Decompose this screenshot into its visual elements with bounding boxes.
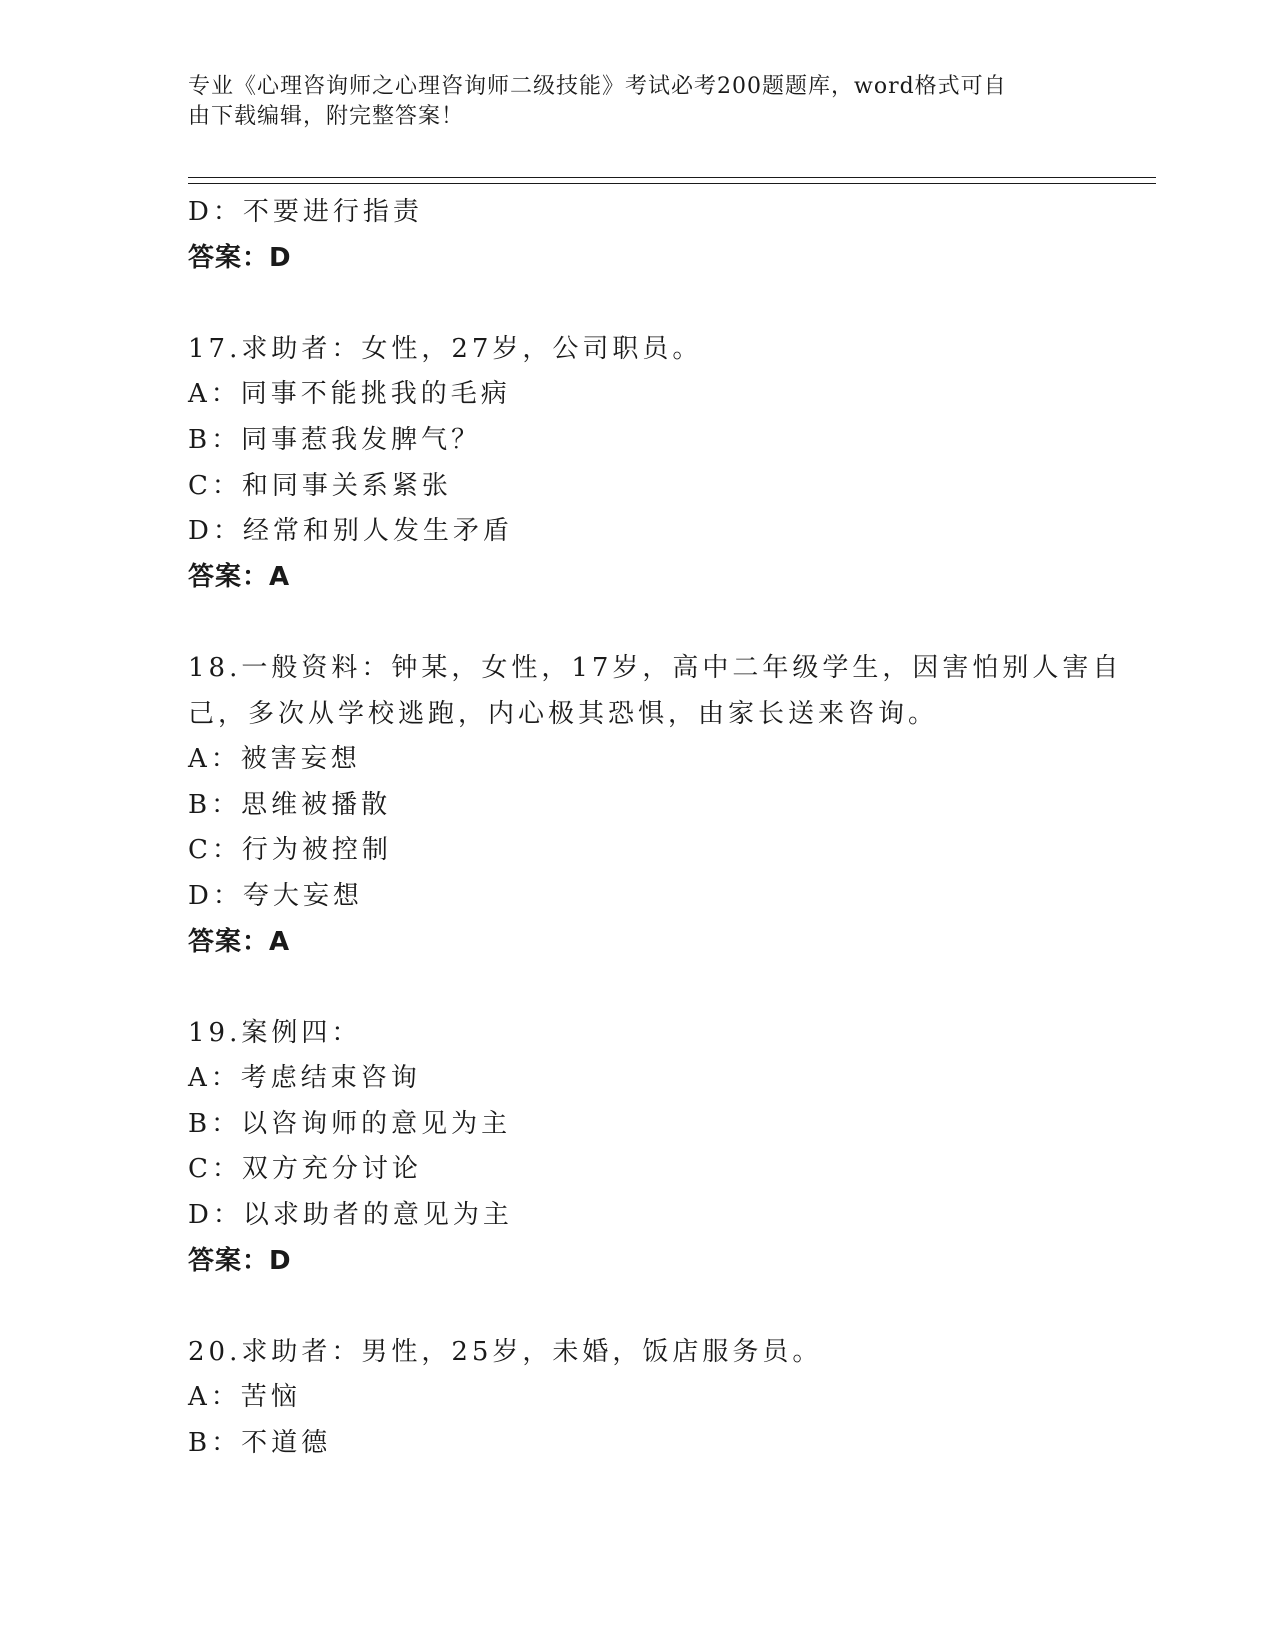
option-d: D：以求助者的意见为主 [188, 1200, 513, 1231]
option-a: A：考虑结束咨询 [188, 1063, 421, 1094]
option-d: D：经常和别人发生矛盾 [188, 516, 513, 547]
question-stem: 20.求助者：男性，25岁，未婚，饭店服务员。 [188, 1336, 823, 1367]
option-a: A：被害妄想 [188, 744, 361, 775]
answer-line: 答案：D [188, 242, 292, 273]
question-stem: 19.案例四： [188, 1017, 362, 1048]
answer-line: 答案：D [188, 1245, 292, 1276]
spacer [188, 1284, 1088, 1330]
option-b: B：思维被播散 [188, 789, 392, 820]
option-a: A：同事不能挑我的毛病 [188, 379, 511, 410]
option-c: C：双方充分讨论 [188, 1154, 422, 1185]
option-c: C：行为被控制 [188, 835, 392, 866]
question-stem: 18.一般资料：钟某，女性，17岁，高中二年级学生，因害怕别人害自 [188, 652, 1123, 683]
document-header [188, 72, 1068, 132]
question-list [188, 190, 1123, 1467]
question-stem: 17.求助者：女性，27岁，公司职员。 [188, 333, 703, 364]
option-b: B：同事惹我发脾气？ [188, 424, 482, 455]
option-c: C：和同事关系紧张 [188, 470, 452, 501]
answer-line: 答案：A [188, 926, 291, 957]
header-line-1: 专业《心理咨询师之心理咨询师二级技能》考试必考200题题库，word格式可自 [188, 74, 1007, 99]
spacer [188, 281, 1088, 327]
header-line-2: 由下载编辑，附完整答案！ [188, 104, 465, 129]
option-b: B：不道德 [188, 1428, 332, 1459]
option-d: D：夸大妄想 [188, 880, 363, 911]
question-stem-continued: 己，多次从学校逃跑，内心极其恐惧，由家长送来咨询。 [188, 698, 939, 729]
header-divider-bottom [188, 183, 1156, 184]
spacer [188, 965, 1088, 1011]
spacer [188, 600, 1088, 646]
option-d: D：不要进行指责 [188, 197, 423, 227]
header-divider-top [188, 177, 1156, 178]
answer-line: 答案：A [188, 561, 291, 592]
option-a: A：苦恼 [188, 1382, 301, 1413]
option-b: B：以咨询师的意见为主 [188, 1108, 512, 1139]
